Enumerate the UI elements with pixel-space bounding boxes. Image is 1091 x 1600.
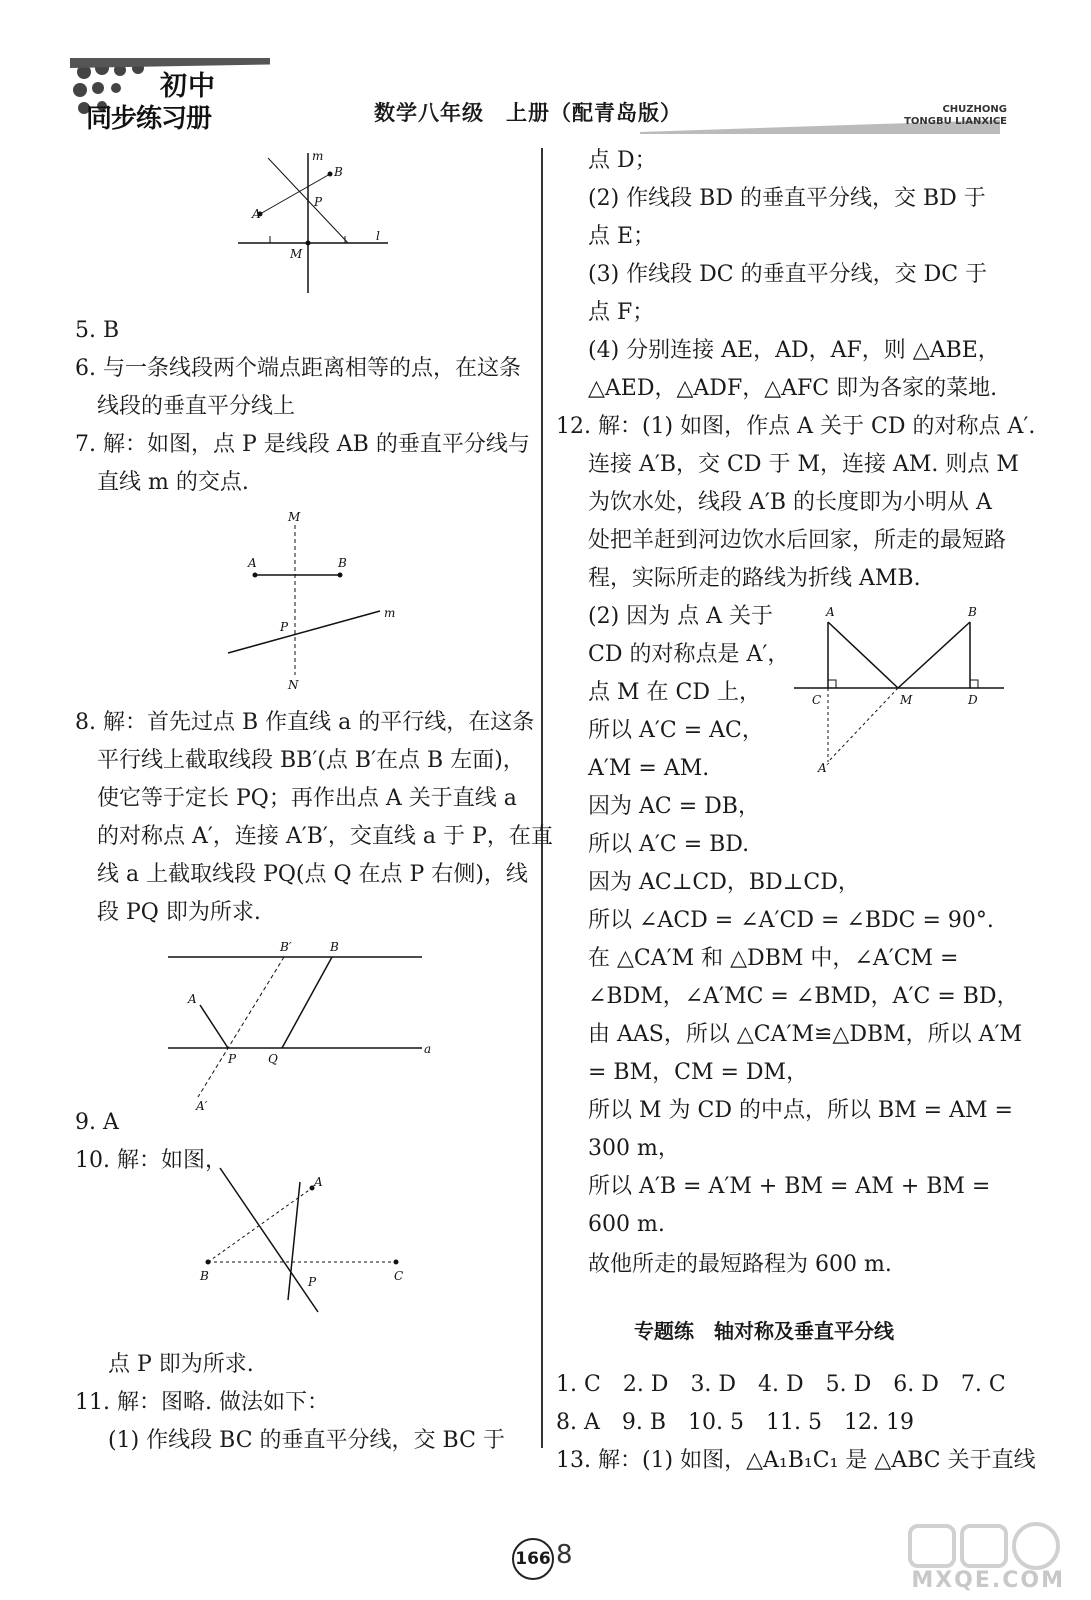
svg-text:P: P	[308, 1275, 317, 1289]
answers-row-2: 8. A 9. B 10. 5 11. 5 12. 19	[556, 1410, 914, 1435]
answer-12-line20: 300 m，	[588, 1136, 680, 1161]
answer-12-line4: 处把羊赶到河边饮水后回家，所走的最短路	[588, 528, 1007, 553]
answer-12-line10: A′M = AM.	[588, 756, 710, 781]
answer-12-line3: 为饮水处，线段 A′B 的长度即为小明从 A	[588, 490, 992, 515]
answer-12-line14: 所以 ∠ACD = ∠A′CD = ∠BDC = 90°.	[588, 908, 994, 933]
answer-12-line16: ∠BDM，∠A′MC = ∠BMD，A′C = BD，	[588, 984, 1019, 1009]
answer-12-line18: = BM，CM = DM，	[588, 1060, 809, 1085]
answer-11-line1: 11. 解：图略. 做法如下：	[75, 1390, 329, 1415]
svg-text:a: a	[424, 1042, 432, 1056]
svg-text:D: D	[968, 693, 978, 707]
svg-text:B: B	[968, 605, 977, 619]
answer-11-step3: (3) 作线段 DC 的垂直平分线，交 DC 于	[588, 262, 988, 287]
page-number-ornament: 8	[556, 1540, 573, 1570]
answer-12-line7: CD 的对称点是 A′，	[588, 642, 790, 667]
answer-8-line3: 使它等于定长 PQ；再作出点 A 关于直线 a	[97, 786, 517, 811]
logo-text-top: 初中	[160, 71, 216, 102]
answer-13-line1: 13. 解：(1) 如图，△A₁B₁C₁ 是 △ABC 关于直线	[556, 1448, 1036, 1473]
answer-12-line23: 故他所走的最短路程为 600 m.	[588, 1252, 892, 1277]
answer-12-line21: 所以 A′B = A′M + BM = AM + BM =	[588, 1174, 991, 1199]
answer-12-line6: (2) 因为 点 A 关于	[588, 604, 774, 629]
svg-text:C: C	[812, 693, 822, 707]
answer-12-line11: 因为 AC = DB，	[588, 794, 760, 819]
logo-text-bottom: 同步练习册	[86, 104, 212, 134]
svg-text:Q: Q	[268, 1052, 278, 1066]
answer-12-line13: 因为 AC⊥CD，BD⊥CD，	[588, 870, 860, 895]
answer-12-line12: 所以 A′C = BD.	[588, 832, 750, 857]
svg-text:A: A	[826, 605, 835, 619]
svg-text:B: B	[338, 556, 347, 570]
figure-12	[790, 600, 1010, 780]
answer-8-line2: 平行线上截取线段 BB′(点 B′在点 B 左面)，	[97, 748, 525, 773]
answer-10: 10. 解：如图，	[75, 1148, 227, 1173]
svg-text:M: M	[290, 247, 303, 261]
svg-text:C: C	[394, 1269, 404, 1283]
figure-7	[220, 505, 400, 695]
answer-6-line2: 线段的垂直平分线上	[97, 394, 296, 419]
answer-12-line9: 所以 A′C = AC，	[588, 718, 764, 743]
answer-12-line17: 由 AAS，所以 △CA′M≌△DBM，所以 A′M	[588, 1022, 1023, 1047]
svg-text:A′: A′	[818, 761, 830, 775]
answer-11-step2-end: 点 E；	[588, 224, 656, 249]
page-header	[0, 0, 1091, 150]
svg-text:M: M	[288, 510, 301, 524]
answer-10-conclusion: 点 P 即为所求.	[108, 1352, 254, 1377]
svg-text:m: m	[312, 149, 324, 163]
svg-text:M: M	[900, 693, 913, 707]
answer-11-step1-end: 点 D；	[588, 148, 657, 173]
svg-text:B: B	[200, 1269, 209, 1283]
answer-7-line1: 7. 解：如图，点 P 是线段 AB 的垂直平分线与	[75, 432, 530, 457]
svg-text:B: B	[334, 165, 343, 179]
svg-text:A: A	[188, 992, 197, 1006]
svg-text:A: A	[314, 1175, 323, 1189]
answer-11-line2: (1) 作线段 BC 的垂直平分线，交 BC 于	[108, 1428, 505, 1453]
svg-text:B′: B′	[280, 940, 292, 954]
svg-text:P: P	[314, 195, 323, 209]
answer-7-line2: 直线 m 的交点.	[97, 470, 249, 495]
answer-5: 5. B	[75, 318, 120, 343]
page-number: 166	[512, 1538, 554, 1580]
answer-8-line4: 的对称点 A′，连接 A′B′，交直线 a 于 P，在直	[97, 824, 553, 849]
answer-11-step3-end: 点 F；	[588, 300, 655, 325]
answer-11-step4-end: △AED，△ADF，△AFC 即为各家的菜地.	[588, 376, 998, 401]
svg-text:P: P	[228, 1052, 237, 1066]
figure-10	[190, 1150, 420, 1320]
answer-8-line1: 8. 解：首先过点 B 作直线 a 的平行线，在这条	[75, 710, 535, 735]
answer-12-line15: 在 △CA′M 和 △DBM 中，∠A′CM =	[588, 946, 959, 971]
figure-8	[160, 935, 440, 1115]
answer-12-line5: 程，实际所走的路线为折线 AMB.	[588, 566, 921, 591]
svg-text:N: N	[288, 678, 299, 692]
answer-12-line1: 12. 解：(1) 如图，作点 A 关于 CD 的对称点 A′.	[556, 414, 1036, 439]
answers-row-1: 1. C 2. D 3. D 4. D 5. D 6. D 7. C	[556, 1372, 1006, 1397]
svg-text:l: l	[376, 229, 380, 243]
svg-text:A: A	[252, 207, 261, 221]
answer-11-step2: (2) 作线段 BD 的垂直平分线，交 BD 于	[588, 186, 986, 211]
answer-6-line1: 6. 与一条线段两个端点距离相等的点，在这条	[75, 356, 521, 381]
figure-perpendicular-m-l	[230, 148, 400, 298]
answer-12-line22: 600 m.	[588, 1212, 665, 1237]
answer-8-line5: 线 a 上截取线段 PQ(点 Q 在点 P 右侧)，线	[97, 862, 528, 887]
watermark-text: MXQE.COM	[911, 1568, 1065, 1593]
answer-12-line19: 所以 M 为 CD 的中点，所以 BM = AM =	[588, 1098, 1013, 1123]
header-pinyin: CHUZHONG TONGBU LIANXICE	[904, 104, 1007, 127]
svg-text:P: P	[280, 620, 289, 634]
book-title: 数学八年级 上册（配青岛版）	[374, 101, 682, 125]
answer-12-line8: 点 M 在 CD 上，	[588, 680, 761, 705]
svg-text:B: B	[330, 940, 339, 954]
svg-text:m: m	[384, 606, 396, 620]
answer-8-line6: 段 PQ 即为所求.	[97, 900, 261, 925]
column-divider	[541, 148, 543, 1448]
svg-text:A′: A′	[196, 1099, 208, 1113]
svg-text:A: A	[248, 556, 257, 570]
answer-12-line2: 连接 A′B，交 CD 于 M，连接 AM. 则点 M	[588, 452, 1019, 477]
answer-11-step4: (4) 分别连接 AE，AD，AF，则 △ABE，	[588, 338, 1000, 363]
section-title: 专题练 轴对称及垂直平分线	[634, 1319, 894, 1343]
answer-9: 9. A	[75, 1110, 119, 1135]
